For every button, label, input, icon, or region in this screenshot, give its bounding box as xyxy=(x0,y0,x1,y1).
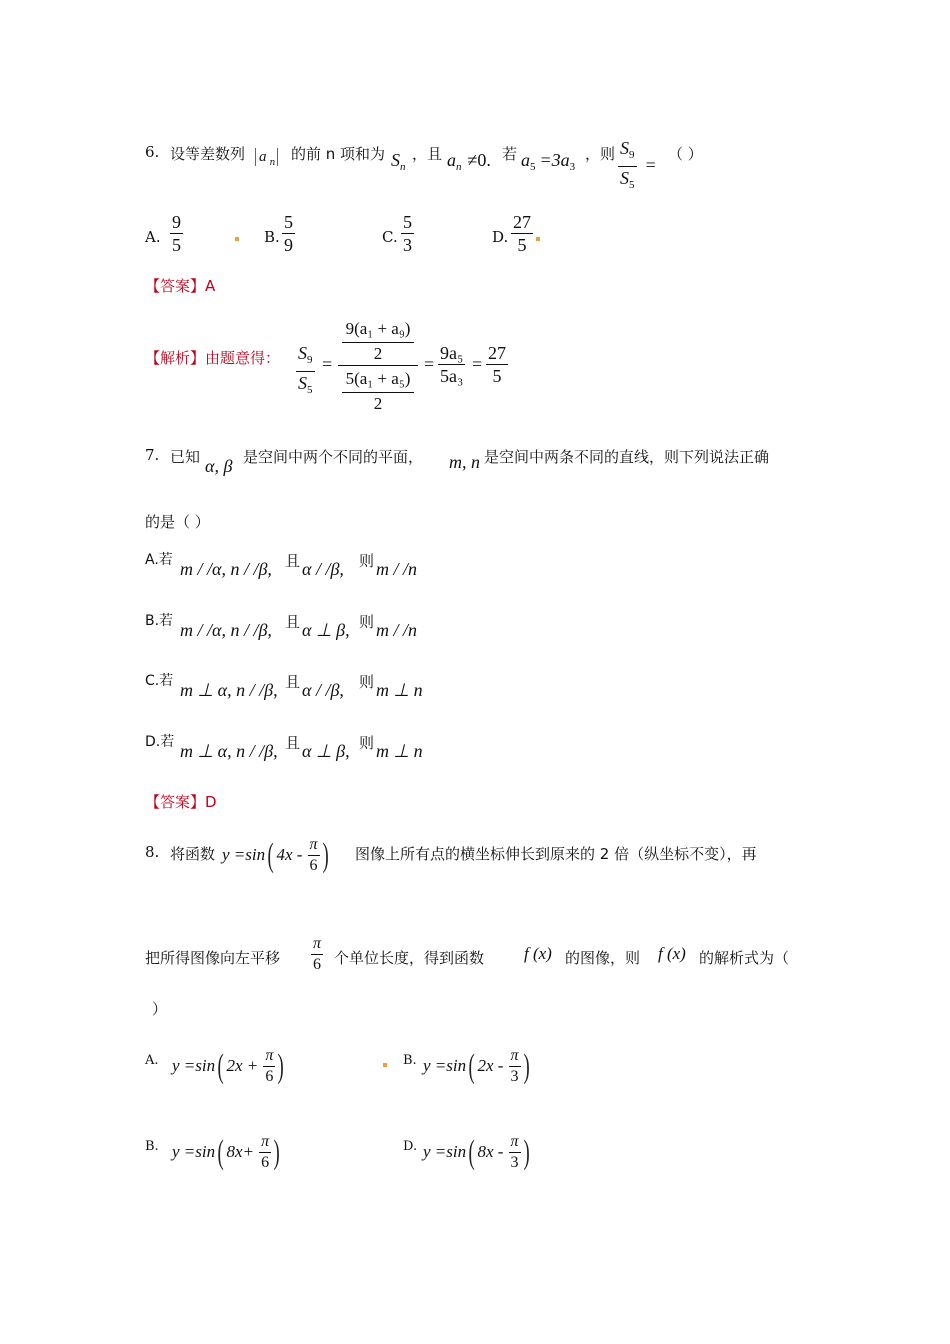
q8-option-a-formula: y =sin( 2x + $\frac{\pi}{6}$ ) xyxy=(172,1047,285,1085)
equals-sign: = xyxy=(424,354,435,374)
q8-text-7: ） xyxy=(152,1000,168,1018)
q6-analysis-lhs: $\frac{S_9}{S_5}$ xyxy=(298,343,313,396)
q8-text-4: 个单位长度，得到函数 xyxy=(334,949,485,967)
q7-option-c-and: 且 xyxy=(285,673,301,691)
decor-dot xyxy=(235,237,239,241)
q6-equation: $a_5 =3a_3$ xyxy=(521,150,576,173)
q7-text-4: 的是（ ） xyxy=(145,513,210,531)
q8-text-1: 将函数 xyxy=(170,845,216,863)
q6-number: 6. xyxy=(145,143,160,161)
q6-option-d-value[interactable]: $\frac{27}{5}$ xyxy=(513,212,531,255)
q7-text-1: 已知 xyxy=(170,448,201,466)
q7-option-c-then: 则 xyxy=(359,673,375,691)
q7-option-c-result: m ⊥ n xyxy=(376,680,423,700)
q6-analysis-label: 【解析】由题意得： xyxy=(145,349,281,367)
q8-text-2: 图像上所有点的横坐标伸长到原来的 2 倍（纵坐标不变），再 xyxy=(355,845,757,863)
q7-planes: α, β xyxy=(205,456,233,476)
q8-text-6: 的解析式为（ xyxy=(699,949,790,967)
q6-analysis-mid: $\frac{\text{9a₅}}{\text{5a₃}}$ xyxy=(440,343,464,386)
q7-option-b-and: 且 xyxy=(285,613,301,631)
q6-ratio: $\frac{S_9}{S_5}$ = xyxy=(620,138,656,191)
q7-option-d-then: 则 xyxy=(359,734,375,752)
q8-option-d-formula: y =sin( 8x - $\frac{\pi}{3}$ ) xyxy=(423,1133,530,1171)
q8-text-5: 的图像，则 xyxy=(565,949,641,967)
q7-option-a-result: m / /n xyxy=(376,559,418,579)
q7-option-b-label: B.若 xyxy=(145,613,174,629)
q8-fx-1: f (x) xyxy=(524,944,552,963)
equals-sign: = xyxy=(322,354,333,374)
q6-text-4: 若 xyxy=(502,145,518,163)
q7-option-a-condition-2: α / /β, xyxy=(302,559,344,579)
decor-dot xyxy=(536,237,540,241)
q7-option-b-then: 则 xyxy=(359,613,375,631)
q6-text-3: ，且 xyxy=(412,145,443,163)
q7-option-a-label: A.若 xyxy=(145,552,173,568)
q6-option-d-label: D. xyxy=(492,228,509,246)
q7-text-3: 是空间中两条不同的直线，则下列说法正确 xyxy=(484,448,770,466)
q6-option-c-value[interactable]: $\frac{5}{3}$ xyxy=(403,212,412,255)
q8-option-c-label: B. xyxy=(145,1139,159,1154)
q6-option-a-value[interactable]: $\frac{9}{5}$ xyxy=(172,212,181,255)
q6-sequence: a $_n$ xyxy=(255,146,278,168)
q7-option-d-label: D.若 xyxy=(145,734,175,750)
q8-option-a-label: A. xyxy=(145,1053,159,1068)
q7-option-c-condition: m ⊥ α, n / /β, xyxy=(180,680,278,700)
q7-answer: 【答案】D xyxy=(145,793,217,811)
q6-analysis-result: $\frac{27}{5}$ xyxy=(488,343,506,386)
q6-analysis-complex-fraction: 9(a₁ + a₉) 2 5(a₁ + a₅) 2 xyxy=(338,316,418,415)
q7-option-d-result: m ⊥ n xyxy=(376,741,423,761)
q7-option-a-condition: m / /α, n / /β, xyxy=(180,559,272,579)
q6-condition: $a_n \ne 0$. xyxy=(447,150,491,173)
equals-sign: = xyxy=(472,354,483,374)
q6-text-1: 设等差数列 xyxy=(170,145,246,163)
q7-option-b-condition: m / /α, n / /β, xyxy=(180,620,272,640)
q6-option-c-label: C. xyxy=(382,228,398,246)
q7-option-d-and: 且 xyxy=(285,734,301,752)
q8-function: y =sin( 4x - $\frac{\pi}{6}$ ) xyxy=(222,836,329,874)
q7-option-d-condition: m ⊥ α, n / /β, xyxy=(180,741,278,761)
q7-option-c-label: C.若 xyxy=(145,673,174,689)
q8-option-c-formula: y =sin( 8x+ $\frac{\pi}{6}$ ) xyxy=(172,1133,280,1171)
q7-text-2: 是空间中两个不同的平面， xyxy=(243,448,424,466)
q6-text-2: 的前 n 项和为 xyxy=(291,145,386,163)
q6-answer: 【答案】A xyxy=(145,277,216,295)
q7-option-b-condition-2: α ⊥ β, xyxy=(302,620,350,640)
q7-option-b-result: m / /n xyxy=(376,620,418,640)
q8-option-b-formula: y =sin( 2x - $\frac{\pi}{3}$ ) xyxy=(423,1047,530,1085)
q7-option-d-condition-2: α ⊥ β, xyxy=(302,741,350,761)
q8-fx-2: f (x) xyxy=(658,944,686,963)
q7-option-a-then: 则 xyxy=(359,552,375,570)
q7-number: 7. xyxy=(145,446,160,464)
q6-option-b-label: B. xyxy=(264,228,280,246)
q8-option-b-label: B. xyxy=(403,1053,417,1068)
decor-dot xyxy=(383,1063,387,1067)
q8-option-d-label: D. xyxy=(403,1139,418,1154)
q6-text-5: ，则 xyxy=(585,145,616,163)
q8-shift: $\frac{\pi}{6}$ xyxy=(313,935,322,973)
q8-text-3: 把所得图像向左平移 xyxy=(145,949,281,967)
q7-option-c-condition-2: α / /β, xyxy=(302,680,344,700)
q7-option-a-and: 且 xyxy=(285,552,301,570)
q6-answer-paren: （ ） xyxy=(668,145,703,163)
q6-sum-symbol: $S_n$ xyxy=(391,150,406,173)
q7-lines: m, n xyxy=(449,452,480,472)
q6-option-a-label: A. xyxy=(145,228,161,246)
q8-number: 8. xyxy=(145,843,160,861)
q6-option-b-value[interactable]: $\frac{5}{9}$ xyxy=(284,212,293,255)
